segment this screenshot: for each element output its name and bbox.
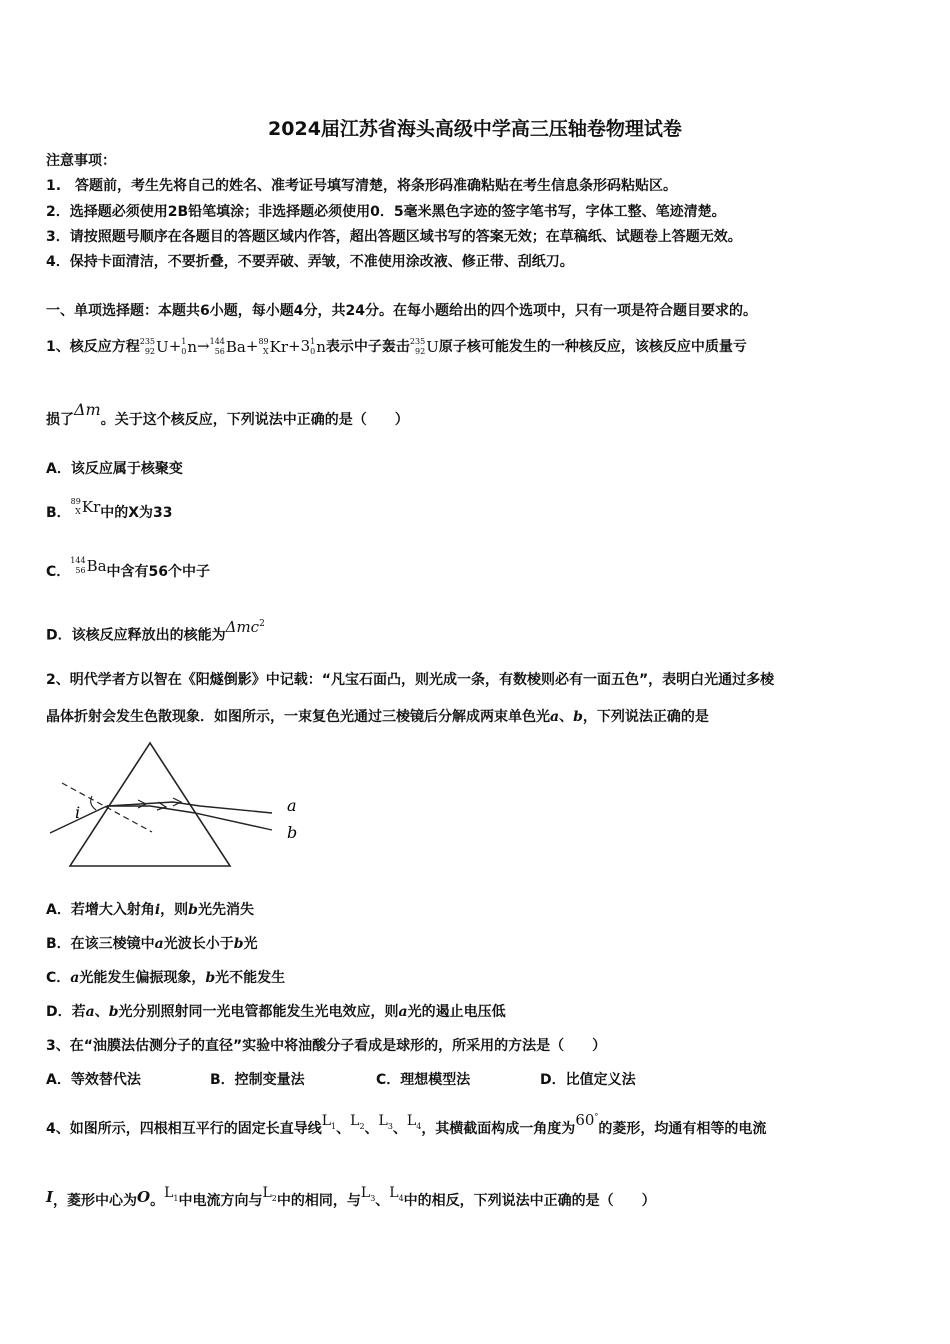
page-title: 2024届江苏省海头高级中学高三压轴卷物理试卷 xyxy=(268,118,682,140)
q1-stem-line2: 损了Δm。关于这个核反应，下列说法中正确的是（ ） xyxy=(46,400,409,428)
q2-option-d[interactable]: D．若a、b光分别照射同一光电管都能发生光电效应，则a光的遏止电压低 xyxy=(46,1004,506,1020)
section-heading: 一、单项选择题：本题共6小题，每小题4分，共24分。在每小题给出的四个选项中，只有一项是符合题目要求的。 xyxy=(46,303,757,319)
q3-option-c[interactable]: C．理想模型法 xyxy=(376,1072,471,1088)
q1-option-c[interactable]: C． 144 56 Ba中含有56个中子 xyxy=(46,556,211,580)
angle-arc xyxy=(91,796,96,810)
label-b: b xyxy=(287,823,298,842)
q2-stem-line2: 晶体折射会发生色散现象．如图所示，一束复色光通过三棱镜后分解成两束单色光a、b，下列说法正确的是 xyxy=(46,709,709,725)
notice-item-1: 1. 答题前，考生先将自己的姓名、准考证号填写清楚，将条形码准确粘贴在考生信息条形码粘贴区。 xyxy=(46,178,678,194)
label-a: a xyxy=(287,796,297,815)
prism-figure xyxy=(40,738,320,873)
q3-options xyxy=(46,1070,636,1090)
q2-option-a[interactable]: A．若增大入射角i，则b光先消失 xyxy=(46,902,254,918)
notice-heading: 注意事项： xyxy=(46,153,116,169)
q2-stem-line1: 2、明代学者方以智在《阳燧倒影》中记载：“凡宝石面凸，则光成一条，有数棱则必有一面五色”，表明白光通过多棱 xyxy=(46,672,775,688)
q2-option-b[interactable]: B．在该三棱镜中a光波长小于b光 xyxy=(46,936,258,952)
nuclide-kr89: 89 X Kr xyxy=(258,337,289,356)
q3-option-d[interactable]: D．比值定义法 xyxy=(540,1072,636,1088)
nuclide-u235-target: 235 92 U xyxy=(409,337,439,356)
q1-option-d[interactable]: D．该核反应释放出的核能为Δmc$^2$ xyxy=(46,617,265,644)
nuclide-ba144: 144 56 Ba xyxy=(209,337,246,356)
notice-item-3: 3．请按照题号顺序在各题目的答题区域内作答，超出答题区域书写的答案无效；在草稿纸、试题卷上答题无效。 xyxy=(46,229,742,245)
q4-stem-line1: 4、如图所示，四根相互平行的固定长直导线$L_1$、$L_2$、$L_3$、$L_4$，其横截面构成一角度为60°的菱形，均通有相等的电流 xyxy=(46,1111,767,1137)
nuclide-u235: 235 92 U xyxy=(139,337,169,356)
q2-option-c[interactable]: C．a光能发生偏振现象，b光不能发生 xyxy=(46,970,286,986)
q1-prefix: 1、核反应方程 xyxy=(46,339,140,355)
mass-defect: Δm xyxy=(74,400,101,419)
nuclide-ba144: 144 56 Ba xyxy=(70,556,107,575)
nuclide-kr89: 89 X Kr xyxy=(70,497,101,516)
q3-option-a[interactable]: A．等效替代法 xyxy=(46,1072,141,1088)
notice-item-2: 2．选择题必须使用2B铅笔填涂；非选择题必须使用0．5毫米黑色字迹的签字笔书写，字体工整、笔迹清楚。 xyxy=(46,204,726,220)
q1-stem-line1: 1、核反应方程 235 92 U+ 1 0 n→ 144 56 Ba+ 89 X Kr+3 1 0 n表示中子轰击 235 92 U原子核可能发生的一种核反应，该核反应中质量亏 xyxy=(46,337,747,356)
q1-option-a[interactable]: A．该反应属于核聚变 xyxy=(46,461,183,477)
label-i: i xyxy=(75,803,81,822)
q3-option-b[interactable]: B．控制变量法 xyxy=(210,1072,305,1088)
ray-b-path xyxy=(107,806,272,830)
notice-item-4: 4．保持卡面清洁，不要折叠，不要弄破、弄皱，不准使用涂改液、修正带、刮纸刀。 xyxy=(46,254,574,270)
q3-stem: 3、在“油膜法估测分子的直径”实验中将油酸分子看成是球形的，所采用的方法是（ ） xyxy=(46,1038,607,1054)
energy-formula: Δmc xyxy=(225,617,260,636)
q1-option-b[interactable]: B． 89 X Kr中的X为33 xyxy=(46,497,173,521)
q4-stem-line2: I，菱形中心为O。$L_1$中电流方向与$L_2$中的相同，与$L_3$、$L_4$中的相反，下列说法中正确的是（ ） xyxy=(46,1185,656,1209)
prism-triangle xyxy=(70,743,230,866)
nuclide-neutron: 1 0 n xyxy=(181,337,198,356)
nuclide-neutron-2: 1 0 n xyxy=(310,337,326,356)
